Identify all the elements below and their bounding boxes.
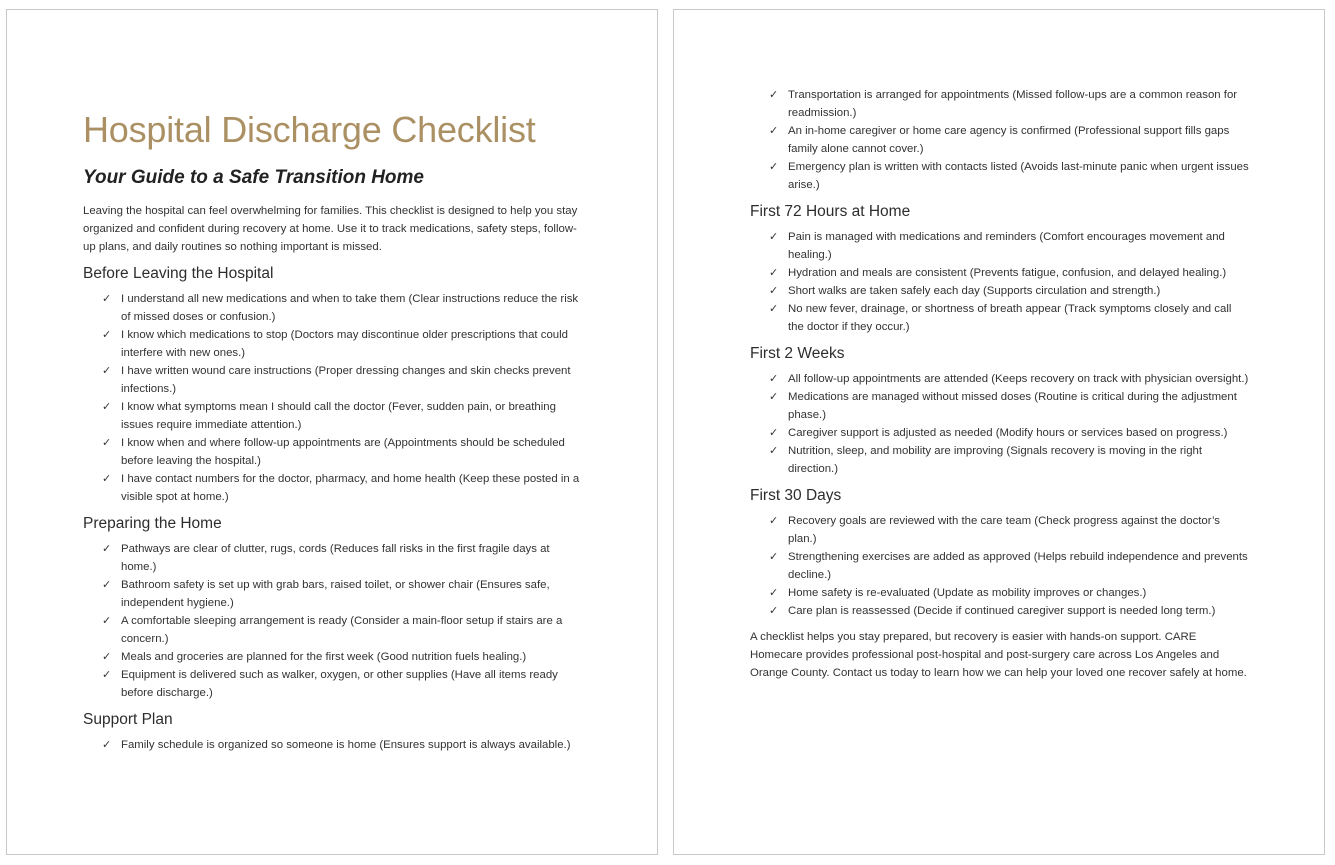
checklist-item xyxy=(750,228,1250,264)
checkmark-icon: ✓ xyxy=(102,473,112,485)
checklist-item xyxy=(83,576,583,612)
checklist-item xyxy=(750,424,1250,442)
checklist-item xyxy=(83,362,583,398)
checkmark-icon: ✓ xyxy=(102,437,112,449)
checklist-item-text: Hydration and meals are consistent (Prevents fatigue, confusion, and delayed healing.) xyxy=(788,267,1227,279)
checklist-item xyxy=(750,264,1250,282)
checkmark-icon: ✓ xyxy=(769,373,779,385)
checklist-item-text: No new fever, drainage, or shortness of breath appear (Track symptoms closely and call the doctor if they occur.) xyxy=(788,303,1232,333)
section-heading-first-30-days: First 30 Days xyxy=(750,487,842,504)
checklist-item xyxy=(83,434,583,470)
checkmark-icon: ✓ xyxy=(769,515,779,527)
document-page-1 xyxy=(6,9,658,855)
intro-paragraph: Leaving the hospital can feel overwhelming for families. This checklist is designed to help you stay organized and confident during recovery at home. Use it to track medications, safety steps, follow-up plans, and daily routines so nothing important is missed. xyxy=(83,205,578,253)
checkmark-icon: ✓ xyxy=(102,401,112,413)
checklist-item xyxy=(750,548,1250,584)
checklist-first-30-days xyxy=(750,512,1250,620)
checkmark-icon: ✓ xyxy=(769,231,779,243)
checklist-item xyxy=(83,736,583,754)
checklist-item-text: Caregiver support is adjusted as needed (Modify hours or services based on progress.) xyxy=(788,427,1228,439)
checklist-first-2-weeks xyxy=(750,370,1250,478)
document-title: Hospital Discharge Checklist xyxy=(83,109,536,150)
checklist-item-text: Short walks are taken safely each day (Supports circulation and strength.) xyxy=(788,285,1161,297)
checkmark-icon: ✓ xyxy=(102,739,112,751)
checklist-item-text: I know what symptoms mean I should call the doctor (Fever, sudden pain, or breathing issues require immediate attention.) xyxy=(121,401,556,431)
checklist-support-plan-part-2 xyxy=(750,86,1250,194)
checkmark-icon: ✓ xyxy=(769,89,779,101)
checklist-item-text: I understand all new medications and when to take them (Clear instructions reduce the risk of missed doses or confusion.) xyxy=(121,293,579,323)
checklist-item xyxy=(750,370,1250,388)
checkmark-icon: ✓ xyxy=(102,579,112,591)
checkmark-icon: ✓ xyxy=(102,669,112,681)
document-page-2 xyxy=(673,9,1325,855)
checkmark-icon: ✓ xyxy=(769,427,779,439)
checkmark-icon: ✓ xyxy=(102,651,112,663)
section-heading-before-leaving: Before Leaving the Hospital xyxy=(83,265,274,282)
checkmark-icon: ✓ xyxy=(769,551,779,563)
checkmark-icon: ✓ xyxy=(102,365,112,377)
checkmark-icon: ✓ xyxy=(769,125,779,137)
section-heading-support-plan: Support Plan xyxy=(83,711,173,728)
checklist-item-text: An in-home caregiver or home care agency is confirmed (Professional support fills gaps family alone cannot cover.) xyxy=(788,125,1230,155)
checklist-item xyxy=(83,540,583,576)
checklist-item xyxy=(750,282,1250,300)
closing-paragraph: A checklist helps you stay prepared, but recovery is easier with hands-on support. CARE Homecare provides professional post-hospital and post-surgery care across Los Angeles and Orange County. Contact us today to learn how we can help your loved one recover safely at home. xyxy=(750,631,1247,679)
checklist-item xyxy=(83,648,583,666)
checklist-item xyxy=(83,612,583,648)
checkmark-icon: ✓ xyxy=(769,587,779,599)
checklist-item-text: Pain is managed with medications and reminders (Comfort encourages movement and healing.) xyxy=(788,231,1225,261)
checkmark-icon: ✓ xyxy=(769,285,779,297)
checkmark-icon: ✓ xyxy=(102,543,112,555)
checklist-item-text: Equipment is delivered such as walker, oxygen, or other supplies (Have all items ready before discharge.) xyxy=(121,669,558,699)
checklist-item-text: Medications are managed without missed doses (Routine is critical during the adjustment phase.) xyxy=(788,391,1237,421)
checklist-item-text: Transportation is arranged for appointments (Missed follow-ups are a common reason for readmission.) xyxy=(788,89,1238,119)
checklist-item-text: I know which medications to stop (Doctors may discontinue older prescriptions that could interfere with new ones.) xyxy=(121,329,568,359)
checklist-item xyxy=(750,584,1250,602)
checklist-item xyxy=(750,300,1250,336)
checklist-item-text: Emergency plan is written with contacts listed (Avoids last-minute panic when urgent issues arise.) xyxy=(788,161,1249,191)
checklist-item-text: Nutrition, sleep, and mobility are improving (Signals recovery is moving in the right direction.) xyxy=(788,445,1203,475)
checkmark-icon: ✓ xyxy=(769,267,779,279)
checklist-item xyxy=(83,666,583,702)
section-heading-first-72-hours: First 72 Hours at Home xyxy=(750,203,911,220)
checklist-support-plan-part-1 xyxy=(83,736,583,754)
checklist-item-text: All follow-up appointments are attended (Keeps recovery on track with physician oversight.) xyxy=(788,373,1249,385)
checklist-item-text: A comfortable sleeping arrangement is ready (Consider a main-floor setup if stairs are a concern.) xyxy=(121,615,563,645)
checklist-item-text: Recovery goals are reviewed with the care team (Check progress against the doctor’s plan.) xyxy=(788,515,1220,545)
checklist-item-text: I have contact numbers for the doctor, pharmacy, and home health (Keep these posted in a visible spot at home.) xyxy=(121,473,580,503)
checklist-item-text: I know when and where follow-up appointments are (Appointments should be scheduled before leaving the hospital.) xyxy=(121,437,565,467)
checklist-item-text: I have written wound care instructions (Proper dressing changes and skin checks prevent infections.) xyxy=(121,365,571,395)
checkmark-icon: ✓ xyxy=(102,615,112,627)
checkmark-icon: ✓ xyxy=(769,605,779,617)
checklist-item xyxy=(750,388,1250,424)
checklist-item xyxy=(750,86,1250,122)
checklist-item xyxy=(83,398,583,434)
checkmark-icon: ✓ xyxy=(769,445,779,457)
checkmark-icon: ✓ xyxy=(769,161,779,173)
checklist-preparing-home xyxy=(83,540,583,702)
checklist-first-72-hours xyxy=(750,228,1250,336)
document-subtitle: Your Guide to a Safe Transition Home xyxy=(83,167,424,188)
checklist-item xyxy=(750,512,1250,548)
checklist-item-text: Family schedule is organized so someone is home (Ensures support is always available.) xyxy=(121,739,571,751)
checklist-item xyxy=(750,122,1250,158)
checkmark-icon: ✓ xyxy=(769,391,779,403)
checklist-item-text: Bathroom safety is set up with grab bars, raised toilet, or shower chair (Ensures safe, independent hygiene.) xyxy=(121,579,550,609)
checklist-item-text: Strengthening exercises are added as approved (Helps rebuild independence and prevents decline.) xyxy=(788,551,1248,581)
checklist-item-text: Meals and groceries are planned for the first week (Good nutrition fuels healing.) xyxy=(121,651,527,663)
checkmark-icon: ✓ xyxy=(102,293,112,305)
section-heading-first-2-weeks: First 2 Weeks xyxy=(750,345,845,362)
checkmark-icon: ✓ xyxy=(769,303,779,315)
checklist-item xyxy=(83,326,583,362)
checklist-item-text: Home safety is re-evaluated (Update as mobility improves or changes.) xyxy=(788,587,1147,599)
checklist-item-text: Pathways are clear of clutter, rugs, cords (Reduces fall risks in the first fragile days at home.) xyxy=(121,543,550,573)
page-content xyxy=(83,110,583,754)
checkmark-icon: ✓ xyxy=(102,329,112,341)
checklist-item-text: Care plan is reassessed (Decide if continued caregiver support is needed long term.) xyxy=(788,605,1216,617)
checklist-item xyxy=(750,602,1250,620)
checklist-item xyxy=(83,290,583,326)
checklist-item xyxy=(750,442,1250,478)
page-content xyxy=(750,86,1250,682)
section-heading-preparing-home: Preparing the Home xyxy=(83,515,222,532)
checklist-item xyxy=(83,470,583,506)
checklist-before-leaving xyxy=(83,290,583,506)
checklist-item xyxy=(750,158,1250,194)
